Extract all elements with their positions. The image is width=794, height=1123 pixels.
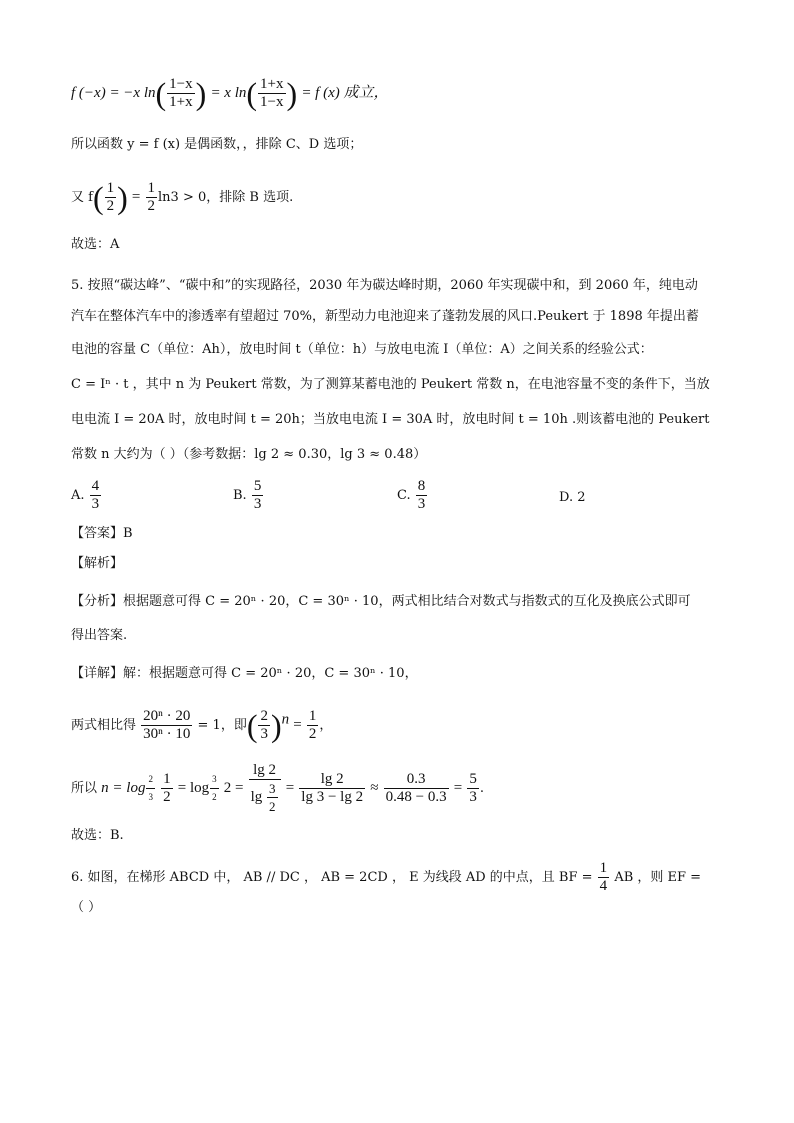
fraction: $\frac{1+x}{1-x}$ — [260, 76, 284, 110]
fraction: $\frac{1-x}{1+x}$ — [169, 76, 193, 110]
question-5-line-2: 汽车在整体汽车中的渗透率有望超过 70%，新型动力电池迎来了蓬勃发展的风口.Peukert 于 1898 年提出蓄 — [71, 309, 699, 324]
options-row — [71, 478, 754, 518]
answer-line-4: 故选：A — [71, 237, 120, 252]
fraction: $\frac{1}{2}$ — [106, 180, 115, 214]
fenxi-line-1: 【分析】根据题意可得 C = 20ⁿ · 20，C = 30ⁿ · 10，两式相比结合对数式与指数式的互化及换底公式即可 — [71, 594, 691, 609]
option-a: A. $\frac{4}{3}$ — [71, 478, 100, 512]
question-6-line-2: （ ） — [71, 900, 102, 915]
detail-line-1: 【详解】解：根据题意可得 C = 20ⁿ · 20，C = 30ⁿ · 10， — [71, 666, 418, 681]
equation-line-1: f (−x) = −x ln( $\frac{1-x}{1+x}$ ) = x ln( $\frac{1+x}{1-x}$ ) = f (x) 成立， — [71, 75, 389, 112]
final-answer-line: 故选：B. — [71, 828, 124, 843]
fenxi-line-2: 得出答案. — [71, 628, 128, 643]
question-5-line-3: 电池的容量 C（单位：Ah），放电时间 t（单位：h）与放电电流 I（单位：A）之间关系的经验公式： — [71, 342, 653, 357]
text-line-2: 所以函数 y = f (x) 是偶函数，，排除 C、D 选项； — [71, 137, 363, 152]
ratio-line: 两式相比得 $\frac{\text{20ⁿ · 20}}{\text{30ⁿ · 10}}$ = 1，即( $\frac{2}{3}$ )$^n$ = $\frac{1}{2}$ ， — [71, 707, 333, 744]
question-5-line-4: C = Iⁿ · t ，其中 n 为 Peukert 常数，为了测算某蓄电池的 Peukert 常数 n，在电池容量不变的条件下，当放 — [71, 377, 710, 392]
question-5-line-5: 电电流 I = 20A 时，放电时间 t = 20h；当放电电流 I = 30A 时，放电时间 t = 10h .则该蓄电池的 Peukert — [71, 412, 710, 427]
equation-line-3: 又 f( $\frac{1}{2}$ ) = $\frac{1}{2}$ ln3 > 0，排除 B 选项. — [71, 179, 294, 216]
analysis-heading: 【解析】 — [71, 556, 124, 571]
question-6-line-1: 6. 如图，在梯形 ABCD 中， AB // DC ， AB = 2CD ， E 为线段 AD 的中点，且 BF = $\frac{1}{4}$ AB ，则 EF = — [71, 860, 702, 894]
fraction: $\frac{1}{2}$ — [147, 180, 156, 214]
log-line: 所以 n = log $\frac{2}{3}$ $\frac{1}{2}$ = log $\frac{3}{2}$ 2 = lg 2 lg $\frac{3}{2}$ = $\frac{\lg 2}{\lg 3 - \lg 2}$ ≈ $\frac{0.3}{0.48 - 0.3}$ = $\frac{5}{3}$ . — [71, 762, 484, 814]
option-b: B. $\frac{5}{3}$ — [233, 478, 262, 512]
question-5-line-6: 常数 n 大约为（ ）（参考数据：lg 2 ≈ 0.30，lg 3 ≈ 0.48） — [71, 447, 427, 462]
option-d: D. 2 — [559, 490, 586, 505]
fraction: $\frac{\text{20ⁿ · 20}}{\text{30ⁿ · 10}}$ — [143, 708, 191, 742]
question-5-line-1: 5. 按照“碳达峰”、“碳中和”的实现路径，2030 年为碳达峰时期，2060 年实现碳中和，到 2060 年，纯电动 — [71, 278, 698, 293]
option-c: C. $\frac{8}{3}$ — [397, 478, 426, 512]
answer-line: 【答案】B — [71, 526, 133, 541]
